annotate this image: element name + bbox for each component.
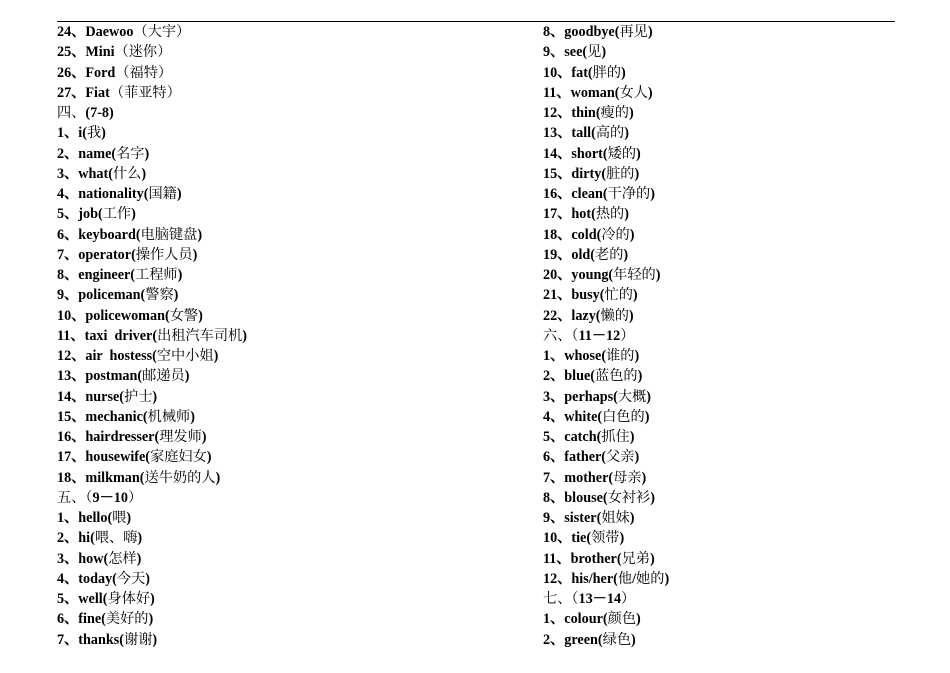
translation-text: （福特） bbox=[115, 64, 173, 81]
translation-text: 忙的 bbox=[604, 287, 633, 304]
translation-text: ） bbox=[621, 591, 636, 607]
term-text: 17、hot( bbox=[543, 206, 596, 223]
term-text: 18、milkman( bbox=[57, 469, 145, 486]
vocab-line bbox=[57, 569, 247, 589]
term-text: ) bbox=[634, 165, 640, 182]
term-text: ) bbox=[144, 145, 150, 162]
translation-text: 干净的 bbox=[607, 186, 651, 202]
left-column bbox=[57, 22, 247, 650]
term-text: ) bbox=[197, 226, 203, 243]
vocab-line bbox=[543, 346, 669, 366]
translation-text: 我 bbox=[86, 125, 102, 142]
term-text: 13、postman( bbox=[57, 368, 143, 385]
term-text: 1、hello( bbox=[57, 510, 113, 526]
term-text: ) bbox=[152, 388, 158, 405]
vocab-line bbox=[57, 22, 247, 42]
vocab-line bbox=[543, 468, 669, 488]
term-text: 7、operator( bbox=[57, 246, 136, 263]
vocab-line bbox=[543, 366, 669, 386]
term-text: ) bbox=[629, 429, 635, 445]
translation-text: 四、 bbox=[57, 105, 86, 121]
term-text: 22、lazy( bbox=[543, 307, 601, 324]
term-text: 11、brother( bbox=[543, 550, 622, 567]
vocab-line bbox=[543, 306, 669, 326]
vocab-line bbox=[543, 326, 669, 346]
term-text: / bbox=[632, 570, 637, 587]
term-text: ) bbox=[629, 226, 635, 243]
translation-text: 矮的 bbox=[607, 145, 637, 162]
term-text: 14、short( bbox=[543, 145, 608, 162]
term-text: 5、job( bbox=[57, 206, 103, 223]
right-column bbox=[543, 22, 669, 650]
term-text: ) bbox=[647, 84, 653, 101]
term-text: ) bbox=[623, 246, 629, 263]
translation-text: 警察 bbox=[145, 287, 174, 304]
translation-text: 懒的 bbox=[600, 307, 629, 324]
vocab-line bbox=[57, 366, 247, 386]
vocab-line bbox=[543, 285, 669, 305]
term-text: ) bbox=[650, 186, 655, 202]
vocab-line bbox=[57, 204, 247, 224]
vocab-line bbox=[57, 346, 247, 366]
term-text: ) bbox=[201, 429, 207, 445]
term-text: 8、engineer( bbox=[57, 267, 136, 283]
term-text: ) bbox=[176, 186, 182, 202]
term-text: 12、thin( bbox=[543, 105, 601, 121]
term-text: 1、i( bbox=[57, 125, 87, 142]
translation-text: 热的 bbox=[595, 206, 625, 223]
term-text: ) bbox=[632, 287, 638, 304]
translation-text: 喂 bbox=[112, 510, 127, 526]
term-text: 4、nationality( bbox=[57, 186, 149, 202]
vocab-line bbox=[543, 245, 669, 265]
vocab-line bbox=[57, 144, 247, 164]
term-text: 9－10 bbox=[92, 489, 128, 506]
vocab-line bbox=[543, 630, 669, 650]
translation-text: 护士 bbox=[124, 388, 153, 405]
term-text: ) bbox=[148, 611, 154, 628]
translation-text: 父亲 bbox=[606, 449, 635, 466]
term-text: ) bbox=[646, 388, 652, 405]
term-text: 11、woman( bbox=[543, 84, 620, 101]
term-text: ) bbox=[636, 145, 641, 162]
translation-text: 工作 bbox=[102, 206, 132, 223]
translation-text: 五、（ bbox=[57, 489, 93, 506]
translation-text: 她的 bbox=[636, 570, 665, 587]
term-text: 8、goodbye( bbox=[543, 24, 620, 40]
term-text: 6、keyboard( bbox=[57, 226, 141, 243]
term-text: 26、Ford bbox=[57, 64, 116, 81]
term-text: 19、old( bbox=[543, 246, 596, 263]
vocab-line bbox=[543, 164, 669, 184]
translation-text: 空中小姐 bbox=[156, 348, 214, 364]
vocab-line bbox=[543, 144, 669, 164]
translation-text: 机械师 bbox=[147, 408, 191, 425]
translation-text: 再见 bbox=[619, 24, 648, 40]
vocab-line bbox=[543, 427, 669, 447]
vocab-line bbox=[57, 123, 247, 143]
translation-text: 名字 bbox=[116, 145, 145, 162]
translation-text: 理发师 bbox=[159, 429, 202, 445]
term-text: 24、Daewoo bbox=[57, 24, 134, 40]
term-text: ) bbox=[213, 348, 219, 364]
term-text: 10、tie( bbox=[543, 530, 592, 547]
vocab-line bbox=[543, 225, 669, 245]
term-text: 2、name( bbox=[57, 145, 117, 162]
vocab-line bbox=[57, 184, 247, 204]
vocab-line bbox=[57, 407, 247, 427]
translation-text: 喂、嗨 bbox=[94, 530, 138, 547]
translation-text: 年轻的 bbox=[613, 267, 656, 283]
vocab-line bbox=[57, 488, 247, 508]
term-text: ) bbox=[655, 267, 661, 283]
term-text: 1、whose( bbox=[543, 348, 607, 364]
vocab-line bbox=[57, 468, 247, 488]
vocab-line bbox=[57, 285, 247, 305]
translation-text: 七、（ bbox=[543, 591, 579, 607]
term-text: 4、today( bbox=[57, 570, 117, 587]
term-text: ) bbox=[628, 307, 634, 324]
term-text: ) bbox=[242, 327, 247, 344]
translation-text: 什么 bbox=[112, 165, 142, 182]
vocab-line bbox=[57, 245, 247, 265]
translation-text: 见 bbox=[587, 44, 602, 61]
term-text: ) bbox=[619, 530, 625, 547]
term-text: 12、his/her( bbox=[543, 570, 618, 587]
translation-text: 谁的 bbox=[606, 348, 635, 364]
term-text: ) bbox=[198, 307, 203, 324]
translation-text: 身体好 bbox=[107, 591, 151, 607]
vocab-line bbox=[57, 103, 247, 123]
term-text: 12、air hostess( bbox=[57, 348, 157, 364]
translation-text: 操作人员 bbox=[135, 246, 193, 263]
vocab-line bbox=[57, 63, 247, 83]
vocab-line bbox=[543, 265, 669, 285]
vocab-line bbox=[57, 42, 247, 62]
term-text: ) bbox=[206, 449, 212, 466]
translation-text: 他 bbox=[617, 570, 633, 587]
term-text: ) bbox=[601, 44, 607, 61]
term-text: 5、well( bbox=[57, 591, 108, 607]
term-text: 25、Mini bbox=[57, 44, 115, 61]
term-text: ) bbox=[641, 469, 647, 486]
translation-text: 胖的 bbox=[592, 64, 622, 81]
vocab-line bbox=[543, 549, 669, 569]
vocab-line bbox=[57, 326, 247, 346]
vocab-line bbox=[57, 225, 247, 245]
term-text: 16、clean( bbox=[543, 186, 608, 202]
term-text: ) bbox=[177, 267, 183, 283]
translation-text: 老的 bbox=[595, 246, 624, 263]
translation-text: 母亲 bbox=[613, 469, 642, 486]
term-text: 1、colour( bbox=[543, 611, 608, 628]
term-text: ) bbox=[644, 408, 650, 425]
translation-text: ） bbox=[127, 489, 143, 506]
vocab-line bbox=[543, 508, 669, 528]
vocab-line bbox=[543, 103, 669, 123]
vocab-line bbox=[57, 549, 247, 569]
term-text: 10、fat( bbox=[543, 64, 593, 81]
term-text: ) bbox=[131, 206, 136, 223]
term-text: ) bbox=[192, 246, 198, 263]
vocab-line bbox=[57, 630, 247, 650]
term-text: ) bbox=[137, 530, 143, 547]
term-text: 3、how( bbox=[57, 550, 109, 567]
vocab-line bbox=[57, 265, 247, 285]
vocab-line bbox=[57, 306, 247, 326]
vocab-line bbox=[543, 387, 669, 407]
term-text: 11、taxi driver( bbox=[57, 327, 158, 344]
translation-text: 邮递员 bbox=[142, 368, 185, 385]
term-text: 8、blouse( bbox=[543, 489, 608, 506]
term-text: ) bbox=[150, 591, 155, 607]
term-text: 3、perhaps( bbox=[543, 388, 618, 405]
translation-text: （大宇） bbox=[133, 24, 191, 40]
term-text: 27、Fiat bbox=[57, 84, 110, 101]
vocab-line bbox=[543, 447, 669, 467]
term-text: ) bbox=[634, 449, 640, 466]
term-text: ) bbox=[184, 368, 190, 385]
translation-text: （迷你） bbox=[114, 44, 172, 61]
translation-text: ） bbox=[620, 327, 635, 344]
term-text: ) bbox=[637, 368, 643, 385]
term-text: ) bbox=[650, 489, 655, 506]
translation-text: 家庭妇女 bbox=[150, 449, 207, 466]
term-text: ) bbox=[636, 611, 641, 628]
term-text: 17、housewife( bbox=[57, 449, 151, 466]
vocab-line bbox=[543, 609, 669, 629]
term-text: 16、hairdresser( bbox=[57, 429, 160, 445]
vocab-line bbox=[543, 22, 669, 42]
translation-text: 颜色 bbox=[607, 611, 637, 628]
translation-text: 女警 bbox=[169, 307, 199, 324]
term-text: ) bbox=[631, 631, 636, 648]
vocab-line bbox=[57, 427, 247, 447]
translation-text: 脏的 bbox=[606, 165, 635, 182]
translation-text: 美好的 bbox=[105, 611, 149, 628]
term-text: ) bbox=[634, 348, 640, 364]
translation-text: 兄弟 bbox=[621, 550, 650, 567]
term-text: ) bbox=[136, 550, 142, 567]
term-text: 4、white( bbox=[543, 408, 603, 425]
translation-text: 抓住 bbox=[601, 429, 630, 445]
term-text: 18、cold( bbox=[543, 226, 602, 243]
vocab-line bbox=[543, 204, 669, 224]
term-text: ) bbox=[126, 510, 132, 526]
translation-text: 绿色 bbox=[602, 631, 632, 648]
vocab-line bbox=[57, 447, 247, 467]
term-text: 7、mother( bbox=[543, 469, 614, 486]
vocab-line bbox=[543, 42, 669, 62]
translation-text: 出租汽车司机 bbox=[157, 327, 243, 344]
term-text: ) bbox=[621, 64, 626, 81]
term-text: 15、mechanic( bbox=[57, 408, 148, 425]
translation-text: （菲亚特） bbox=[109, 84, 181, 101]
term-text: 6、father( bbox=[543, 449, 607, 466]
translation-text: 瘦的 bbox=[600, 105, 629, 121]
term-text: ) bbox=[190, 408, 195, 425]
vocab-line bbox=[543, 407, 669, 427]
vocab-line bbox=[543, 83, 669, 103]
translation-text: 工程师 bbox=[135, 267, 178, 283]
term-text: 13－14 bbox=[578, 591, 622, 607]
term-text: 11－12 bbox=[578, 327, 621, 344]
term-text: 3、what( bbox=[57, 165, 113, 182]
translation-text: 高的 bbox=[595, 125, 625, 142]
term-text: 10、policewoman( bbox=[57, 307, 170, 324]
term-text: ) bbox=[173, 287, 179, 304]
vocab-line bbox=[543, 589, 669, 609]
vocab-line bbox=[57, 387, 247, 407]
translation-text: 六、（ bbox=[543, 327, 579, 344]
term-text: ) bbox=[141, 165, 147, 182]
translation-text: 电脑键盘 bbox=[140, 226, 198, 243]
term-text: ) bbox=[624, 206, 629, 223]
term-text: 2、blue( bbox=[543, 368, 596, 385]
term-text: ) bbox=[215, 469, 221, 486]
translation-text: 领带 bbox=[591, 530, 620, 547]
term-text: ) bbox=[624, 125, 629, 142]
term-text: (7-8) bbox=[85, 105, 114, 121]
term-text: 15、dirty( bbox=[543, 165, 607, 182]
vocab-line bbox=[57, 83, 247, 103]
vocab-line bbox=[57, 164, 247, 184]
vocab-line bbox=[543, 123, 669, 143]
term-text: 5、catch( bbox=[543, 429, 602, 445]
vocab-line bbox=[543, 488, 669, 508]
term-text: 20、young( bbox=[543, 267, 614, 283]
translation-text: 国籍 bbox=[148, 186, 177, 202]
term-text: ) bbox=[145, 570, 151, 587]
vocab-line bbox=[543, 569, 669, 589]
vocab-line bbox=[57, 508, 247, 528]
translation-text: 大概 bbox=[617, 388, 647, 405]
term-text: ) bbox=[101, 125, 106, 142]
term-text: 9、policeman( bbox=[57, 287, 146, 304]
translation-text: 女人 bbox=[619, 84, 648, 101]
term-text: ) bbox=[664, 570, 670, 587]
translation-text: 送牛奶的人 bbox=[144, 469, 216, 486]
vocab-line bbox=[543, 184, 669, 204]
term-text: 7、thanks( bbox=[57, 631, 125, 648]
term-text: 14、nurse( bbox=[57, 388, 124, 405]
translation-text: 怎样 bbox=[108, 550, 137, 567]
translation-text: 冷的 bbox=[601, 226, 630, 243]
translation-text: 姐妹 bbox=[601, 510, 630, 526]
term-text: 9、see( bbox=[543, 44, 588, 61]
vocab-line bbox=[57, 528, 247, 548]
vocab-line bbox=[543, 528, 669, 548]
vocab-line bbox=[57, 609, 247, 629]
translation-text: 今天 bbox=[116, 570, 146, 587]
term-text: 21、busy( bbox=[543, 287, 605, 304]
term-text: ) bbox=[152, 631, 158, 648]
translation-text: 女衬衫 bbox=[607, 489, 651, 506]
term-text: ) bbox=[628, 105, 634, 121]
translation-text: 谢谢 bbox=[124, 631, 153, 648]
term-text: ) bbox=[647, 24, 653, 40]
term-text: 9、sister( bbox=[543, 510, 602, 526]
term-text: 2、hi( bbox=[57, 530, 95, 547]
term-text: ) bbox=[629, 510, 635, 526]
term-text: ) bbox=[649, 550, 655, 567]
term-text: 2、green( bbox=[543, 631, 603, 648]
vocab-line bbox=[543, 63, 669, 83]
term-text: 6、fine( bbox=[57, 611, 106, 628]
translation-text: 白色的 bbox=[602, 408, 645, 425]
vocab-line bbox=[57, 589, 247, 609]
term-text: 13、tall( bbox=[543, 125, 596, 142]
translation-text: 蓝色的 bbox=[595, 368, 638, 385]
